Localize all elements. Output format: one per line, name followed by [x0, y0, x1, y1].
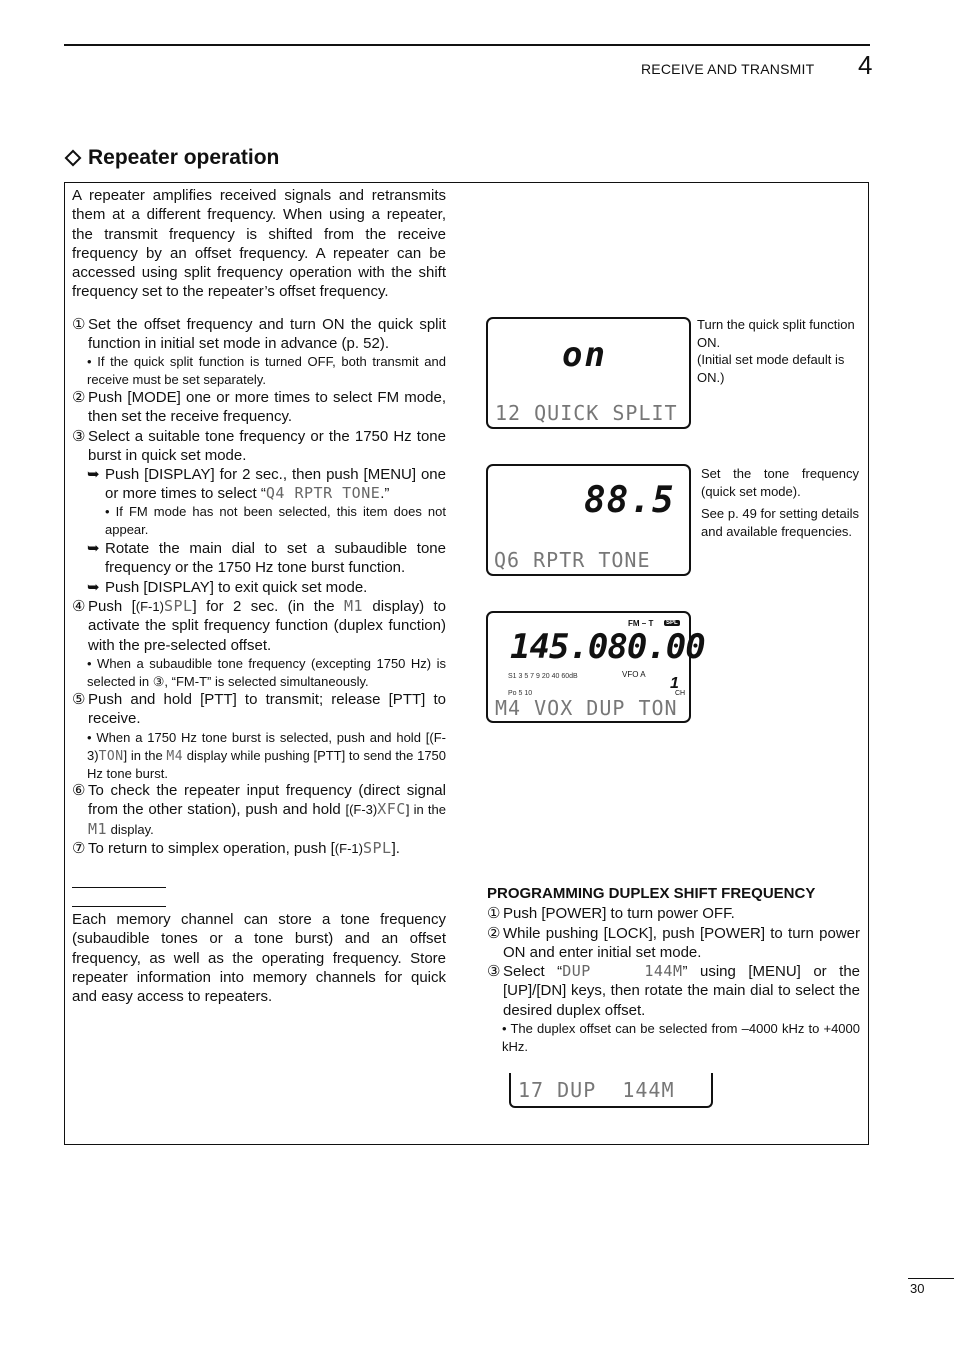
note-line: Turn the quick split function ON. — [697, 317, 855, 350]
step-number: ③ — [72, 428, 86, 445]
step-1 — [72, 315, 446, 354]
page-number-rule — [908, 1278, 954, 1279]
step-text: Push and hold [PTT] to transmit; release [PTT] to receive. — [88, 691, 446, 728]
lcd-display-main — [486, 611, 705, 723]
header-rule — [64, 44, 870, 46]
step-number: ⑥ — [72, 782, 86, 799]
lcd-bottom-text: 12 QUICK SPLIT — [495, 401, 678, 425]
lcd-text: Q4 RPTR TONE — [265, 484, 381, 503]
arrow-icon: ➥ — [87, 579, 100, 596]
step-3a-note: • If FM mode has not been selected, this item does not appear. — [105, 504, 446, 537]
prog-step-1 — [487, 904, 860, 923]
step-text: To check the repeater input frequency (direct signal from the other station), push and hold [(F-3)XFC] in the M1 display. — [88, 782, 446, 838]
step-3c: Push [DISPLAY] to exit quick set mode. — [105, 579, 368, 596]
step-text: Push [(F-1)SPL] for 2 sec. (in the M1 display) to activate the split frequency function (duplex function) with the pre-selected offset. — [88, 597, 446, 654]
step-5-note: • When a 1750 Hz tone burst is selected, push and hold [(F-3)TON] in the M4 display while pushing [PTT] to send the 1750 Hz tone burst. — [87, 730, 447, 781]
note-line: (Initial set mode default is ON.) — [697, 352, 845, 385]
step-number: ① — [72, 316, 86, 333]
lcd-bottom-text: M4 VOX DUP TON — [495, 696, 678, 720]
step-3a-end: .” — [380, 485, 390, 503]
diamond-icon — [65, 150, 82, 167]
step-2 — [72, 388, 446, 427]
note-line: Set the tone frequency (quick set mode). — [701, 466, 859, 499]
step-number: ④ — [72, 598, 86, 615]
spl-indicator: SPL — [666, 620, 678, 626]
programming-title: PROGRAMMING DUPLEX SHIFT FREQUENCY — [487, 885, 816, 902]
step-number: ⑤ — [72, 691, 86, 708]
lcd-display-dup — [509, 1073, 713, 1108]
step-number: ③ — [487, 963, 501, 980]
divider — [72, 906, 166, 907]
prog-step-3-note: • The duplex offset can be selected from –4000 kHz to +4000 kHz. — [502, 1021, 860, 1054]
step-number: ② — [72, 389, 86, 406]
step-number: ① — [487, 905, 501, 922]
step-3a-text: Push [DISPLAY] for 2 sec., then push [MENU] one or more times to select “ — [105, 466, 446, 503]
prog-step-2 — [487, 924, 860, 963]
display-2-note — [701, 465, 859, 540]
step-text: Push [POWER] to turn power OFF. — [503, 905, 735, 922]
section-title-text: Repeater operation — [88, 146, 280, 169]
step-number: ② — [487, 925, 501, 942]
lcd-top-value: 88.5 — [584, 480, 675, 521]
divider — [72, 887, 166, 888]
step-text: Push [MODE] one or more times to select FM mode, then set the receive frequency. — [88, 389, 446, 426]
prog-step-3 — [487, 962, 860, 1020]
step-4 — [72, 597, 446, 655]
po-meter-scale: Po 5 10 — [508, 690, 533, 697]
lcd-display-rptr-tone — [486, 464, 691, 576]
step-text: Select a suitable tone frequency or the 1750 Hz tone burst in quick set mode. — [88, 428, 446, 465]
display-1-note — [697, 316, 857, 386]
channel-digit: 1 — [670, 675, 679, 692]
lcd-display-quick-split — [486, 317, 691, 429]
s-meter-scale: S1 3 5 7 9 20 40 60dB — [508, 673, 578, 680]
chapter-number: 4 — [858, 50, 873, 80]
lcd-bottom-text: Q6 RPTR TONE — [494, 548, 651, 572]
step-5 — [72, 690, 446, 729]
page-number: 30 — [910, 1281, 925, 1296]
frequency-readout: 145.080.00 — [510, 627, 705, 667]
channel-label: CH — [675, 690, 686, 697]
arrow-icon: ➥ — [87, 540, 100, 557]
lcd-top-value: on — [562, 335, 607, 375]
step-1-note: • If the quick split function is turned OFF, both transmit and receive must be set separately. — [87, 354, 446, 387]
memory-paragraph: Each memory channel can store a tone frequency (subaudible tones or a tone burst) and an offset frequency, as well as the operating frequency. Store repeater information into memory channels for quick and easy access to repeaters. — [72, 911, 446, 1006]
step-6 — [72, 781, 446, 839]
step-text: While pushing [LOCK], push [POWER] to turn power ON and enter initial set mode. — [503, 925, 860, 962]
step-7 — [72, 839, 446, 858]
mode-indicator: FM – T — [628, 619, 654, 628]
lcd-bottom-text: 17 DUP 144M — [518, 1078, 675, 1102]
header-section-label: RECEIVE AND TRANSMIT — [641, 61, 815, 77]
step-text: To return to simplex operation, push [(F-1)SPL]. — [88, 839, 400, 857]
step-3b: Rotate the main dial to set a subaudible tone frequency or the 1750 Hz tone burst function. — [105, 540, 446, 577]
step-text: Select “DUP 144M” using [MENU] or the [UP]/[DN] keys, then rotate the main dial to select the desired duplex offset. — [503, 962, 861, 1019]
vfo-indicator: VFO A — [622, 670, 646, 679]
step-text: Set the offset frequency and turn ON the quick split function in initial set mode in advance (p. 52). — [88, 316, 446, 353]
intro-paragraph: A repeater amplifies received signals and retransmits them at a different frequency. When using a repeater, the transmit frequency is shifted from the receive frequency by an offset frequency. A repeater can be accessed using split frequency operation with the shift frequency set to the repeater’s offset frequency. — [72, 187, 446, 301]
step-3 — [72, 427, 446, 466]
note-line: See p. 49 for setting details and available frequencies. — [701, 506, 859, 539]
step-number: ⑦ — [72, 840, 86, 857]
arrow-icon: ➥ — [87, 466, 100, 483]
step-4-note: • When a subaudible tone frequency (excepting 1750 Hz) is selected in ③, “FM-T” is selected simultaneously. — [87, 656, 446, 689]
step-3a — [105, 465, 446, 504]
section-title — [64, 146, 279, 170]
